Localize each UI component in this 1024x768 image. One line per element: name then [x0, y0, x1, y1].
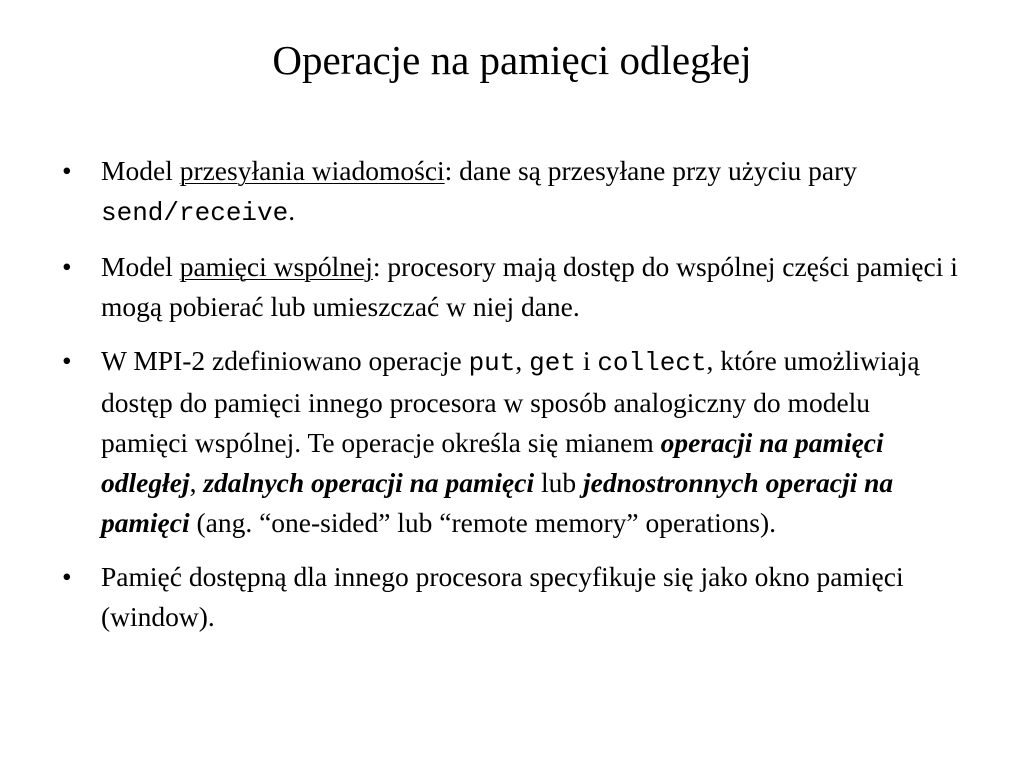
bullet-text: : procesory mają dostęp do wspólnej części pamięci i mogą pobierać lub umieszczać w niej dane.	[101, 251, 958, 322]
code-collect: collect	[597, 348, 707, 378]
bullet-text: i	[575, 345, 598, 376]
bullet-message-passing	[62, 151, 962, 233]
emphasis-one-sided-ops: jednostronnych operacji na pamięci	[101, 467, 894, 538]
emphasis-remote-memory-ops: operacji na pamięci odległej	[101, 427, 884, 498]
term-shared-memory: pamięci wspólnej	[179, 251, 373, 282]
bullet-text: Pamięć dostępną dla innego procesora specyfikuje się jako okno pamięci (window).	[101, 561, 904, 632]
bullet-text: ,	[515, 345, 530, 376]
bullet-text: (ang. “one-sided” lub “remote memory” operations).	[189, 507, 777, 538]
bullet-list	[62, 151, 962, 651]
bullet-text: Model	[101, 155, 180, 186]
bullet-text: ,	[189, 467, 204, 498]
code-get: get	[529, 348, 576, 378]
bullet-text: Model	[101, 251, 180, 282]
bullet-text: lub	[534, 467, 583, 498]
bullet-memory-window	[62, 557, 962, 637]
term-message-passing: przesyłania wiadomości	[179, 155, 445, 186]
bullet-text: , które umożliwiają dostęp do pamięci innego procesora w sposób analogiczny do modelu pamięci wspólnej. Te operacje określa się mianem	[101, 345, 920, 458]
bullet-text: W MPI-2 zdefiniowano operacje	[101, 345, 469, 376]
slide-title: Operacje na pamięci odległej	[272, 37, 752, 83]
code-send-receive: send/receive	[101, 198, 289, 228]
bullet-text: .	[288, 195, 296, 226]
code-put: put	[468, 348, 516, 378]
emphasis-remote-ops: zdalnych operacji na pamięci	[203, 467, 535, 498]
bullet-mpi2	[62, 341, 962, 543]
bullet-text: : dane są przesyłane przy użyciu pary	[444, 155, 857, 186]
bullet-shared-memory	[62, 247, 962, 327]
